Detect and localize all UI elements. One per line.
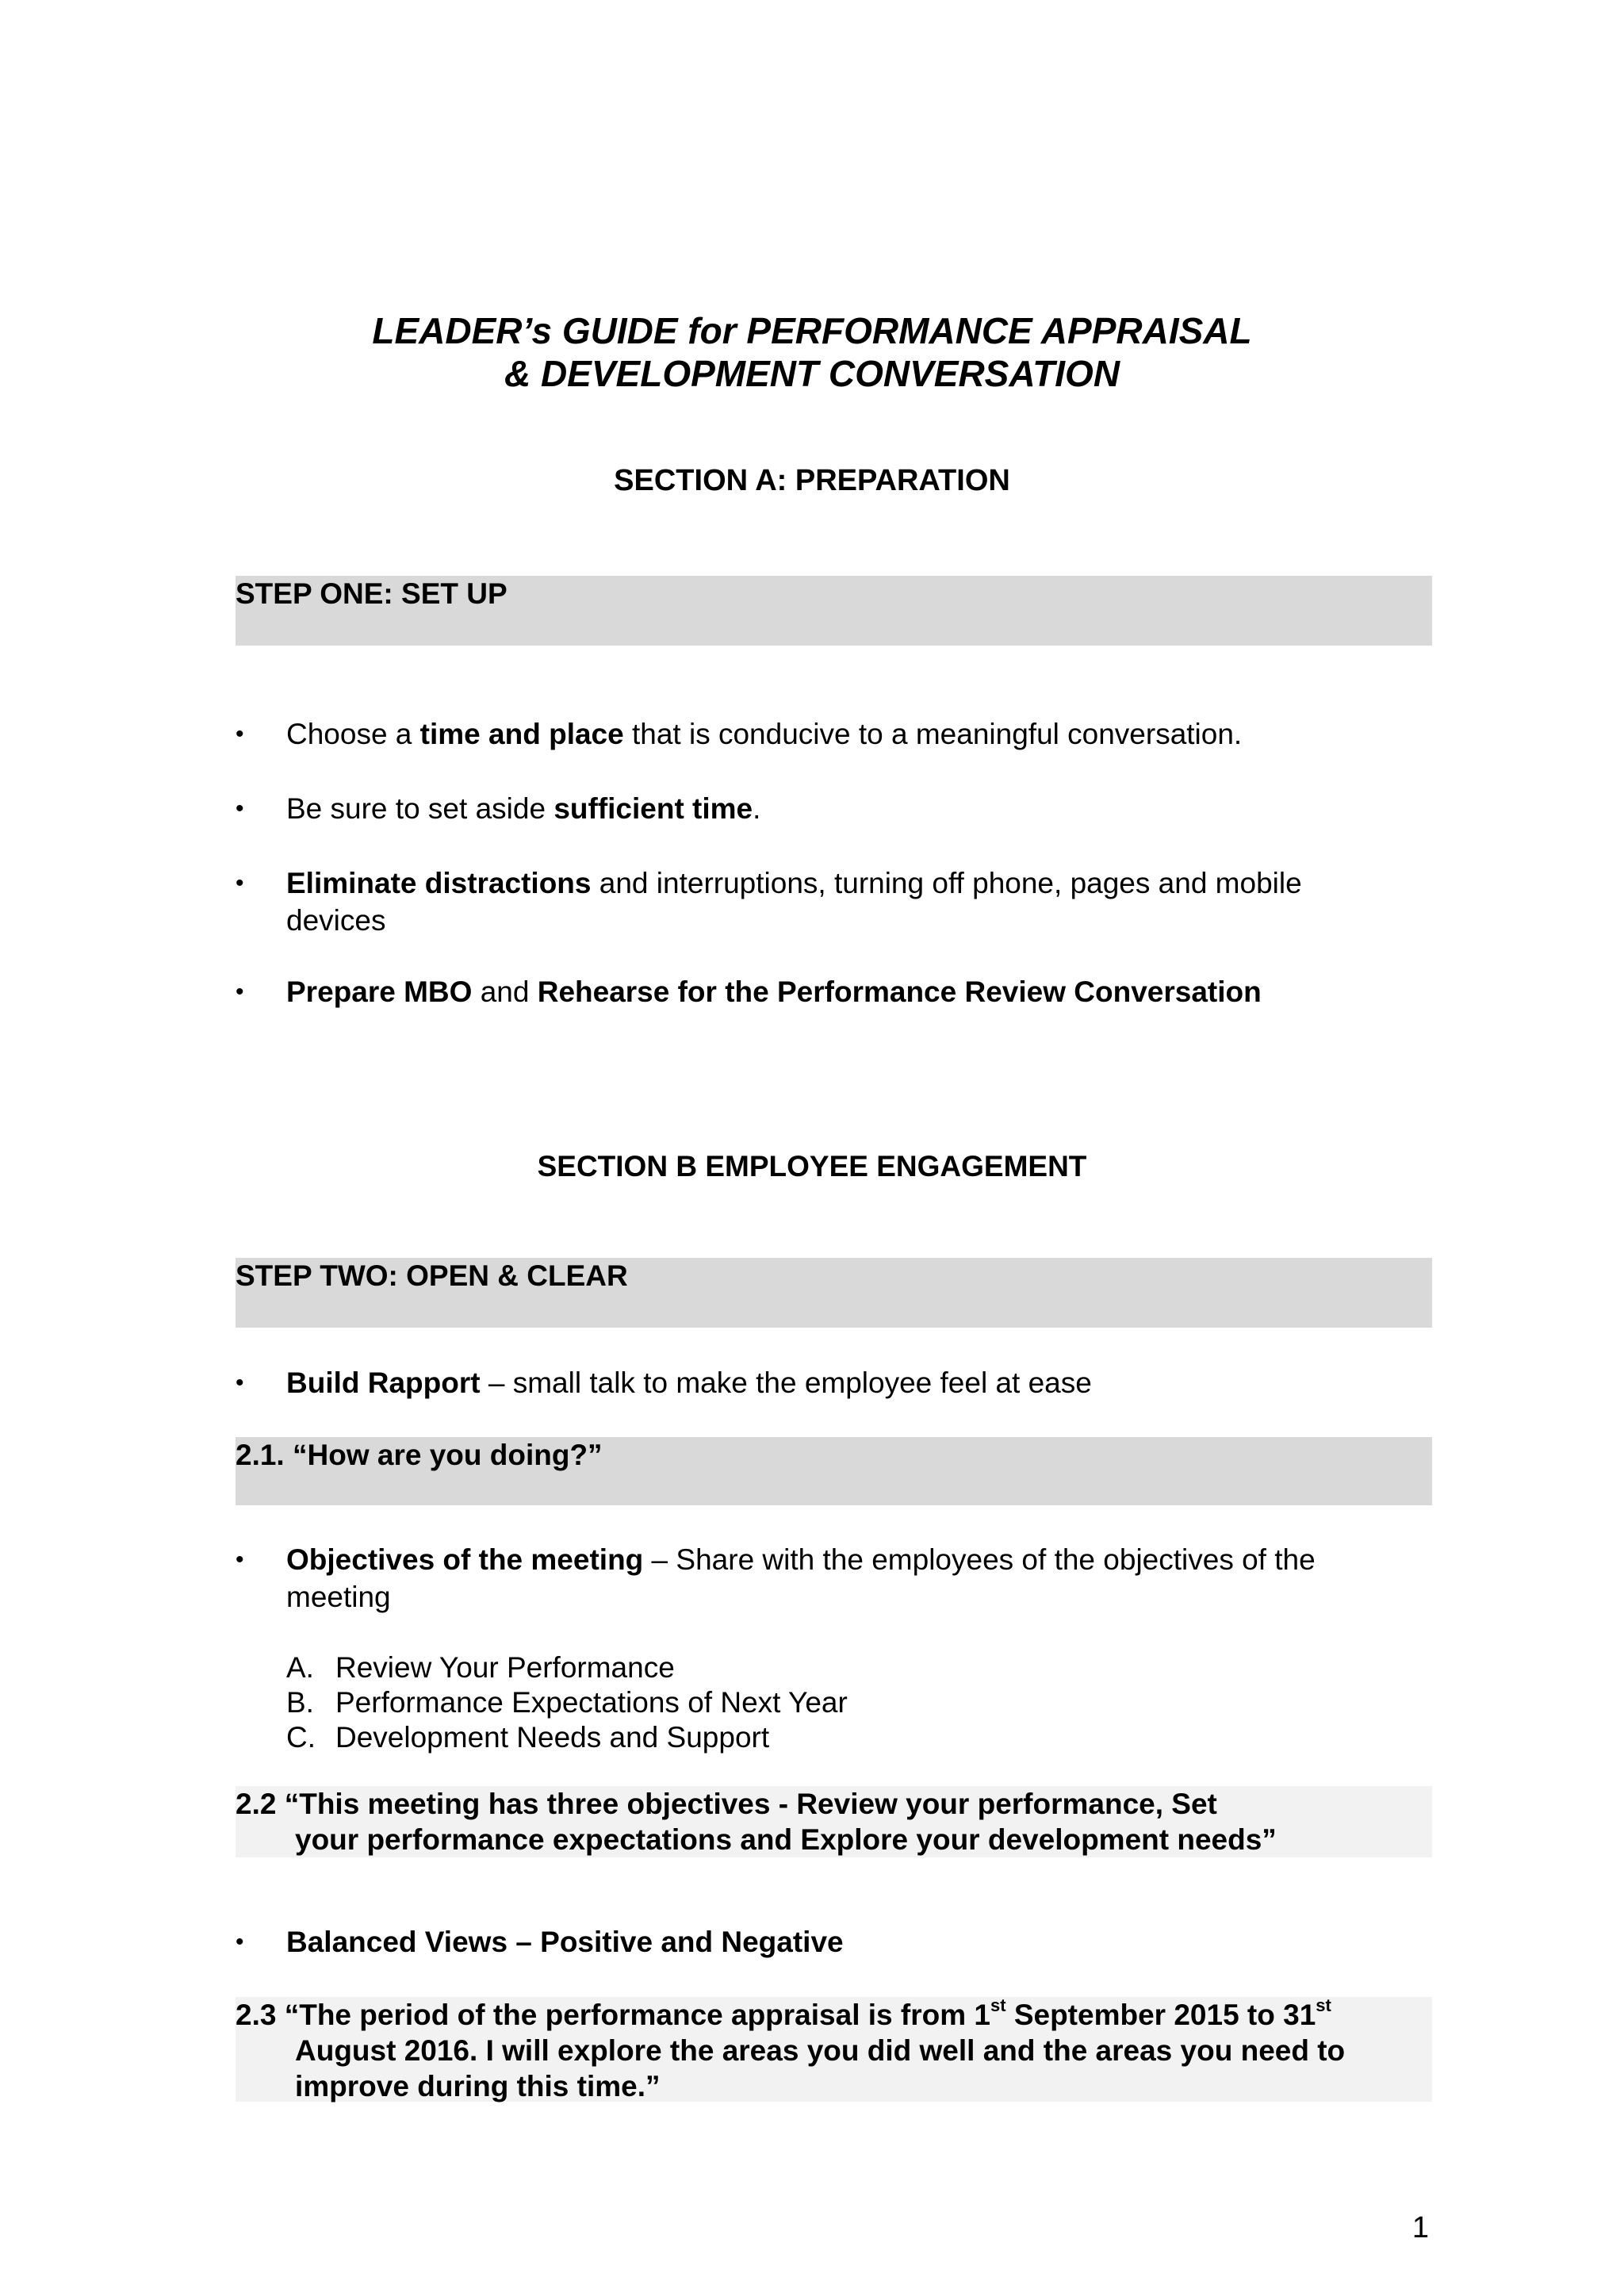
script-2-3-line-3: improve during this time.” [295, 2070, 661, 2102]
bullet-time-and-place: • Choose a time and place that is conducive to a meaningful conversation. [236, 715, 1432, 753]
bullet-prepare-mbo: • Prepare MBO and Rehearse for the Performance Review Conversation [236, 973, 1432, 1010]
step-one-label: STEP ONE: SET UP [236, 577, 508, 610]
step-two-label: STEP TWO: OPEN & CLEAR [236, 1259, 628, 1292]
bullet-icon: • [236, 1370, 244, 1396]
bullet-eliminate-distractions: • Eliminate distractions and interruptions, turning off phone, pages and mobile devices [236, 864, 1362, 939]
script-2-1-band [236, 1437, 1432, 1505]
bullet-icon: • [236, 979, 244, 1005]
list-item: C. Development Needs and Support [286, 1721, 770, 1754]
script-2-1-text: 2.1. “How are you doing?” [236, 1439, 603, 1471]
bullet-build-rapport: • Build Rapport – small talk to make the employee feel at ease [236, 1364, 1432, 1401]
list-item: A. Review Your Performance [286, 1651, 675, 1684]
script-2-2-line-2: your performance expectations and Explore your development needs” [295, 1823, 1277, 1856]
section-a-heading: SECTION A: PREPARATION [614, 464, 1010, 497]
list-item: B. Performance Expectations of Next Year [286, 1686, 848, 1719]
script-2-2-band [236, 1786, 1432, 1857]
title-line-2: & DEVELOPMENT CONVERSATION [504, 353, 1120, 394]
page-number: 1 [1411, 2211, 1429, 2244]
bullet-icon: • [236, 1547, 244, 1573]
script-2-3-line-1: 2.3 “The period of the performance appraisal is from 1st September 2015 to 31st [236, 1995, 1331, 2031]
document-title [0, 309, 1624, 395]
title-line-1: LEADER’s GUIDE for PERFORMANCE APPRAISAL [372, 310, 1252, 351]
bullet-icon: • [236, 795, 244, 822]
bullet-icon: • [236, 870, 244, 896]
script-2-2-line-1: 2.2 “This meeting has three objectives - Review your performance, Set [236, 1788, 1217, 1820]
step-one-band [236, 576, 1432, 646]
bullet-objectives: • Objectives of the meeting – Share with the employees of the objectives of the meeting [236, 1541, 1362, 1616]
bullet-icon: • [236, 721, 244, 747]
section-b-heading: SECTION B EMPLOYEE ENGAGEMENT [537, 1150, 1087, 1182]
script-2-3-band [236, 1997, 1432, 2102]
bullet-sufficient-time: • Be sure to set aside sufficient time. [236, 790, 1432, 827]
step-two-band [236, 1258, 1432, 1328]
bullet-icon: • [236, 1929, 244, 1955]
objectives-list [286, 1650, 848, 1755]
bullet-balanced-views: • Balanced Views – Positive and Negative [236, 1923, 1432, 1961]
script-2-3-line-2: August 2016. I will explore the areas you did well and the areas you need to [295, 2034, 1346, 2067]
